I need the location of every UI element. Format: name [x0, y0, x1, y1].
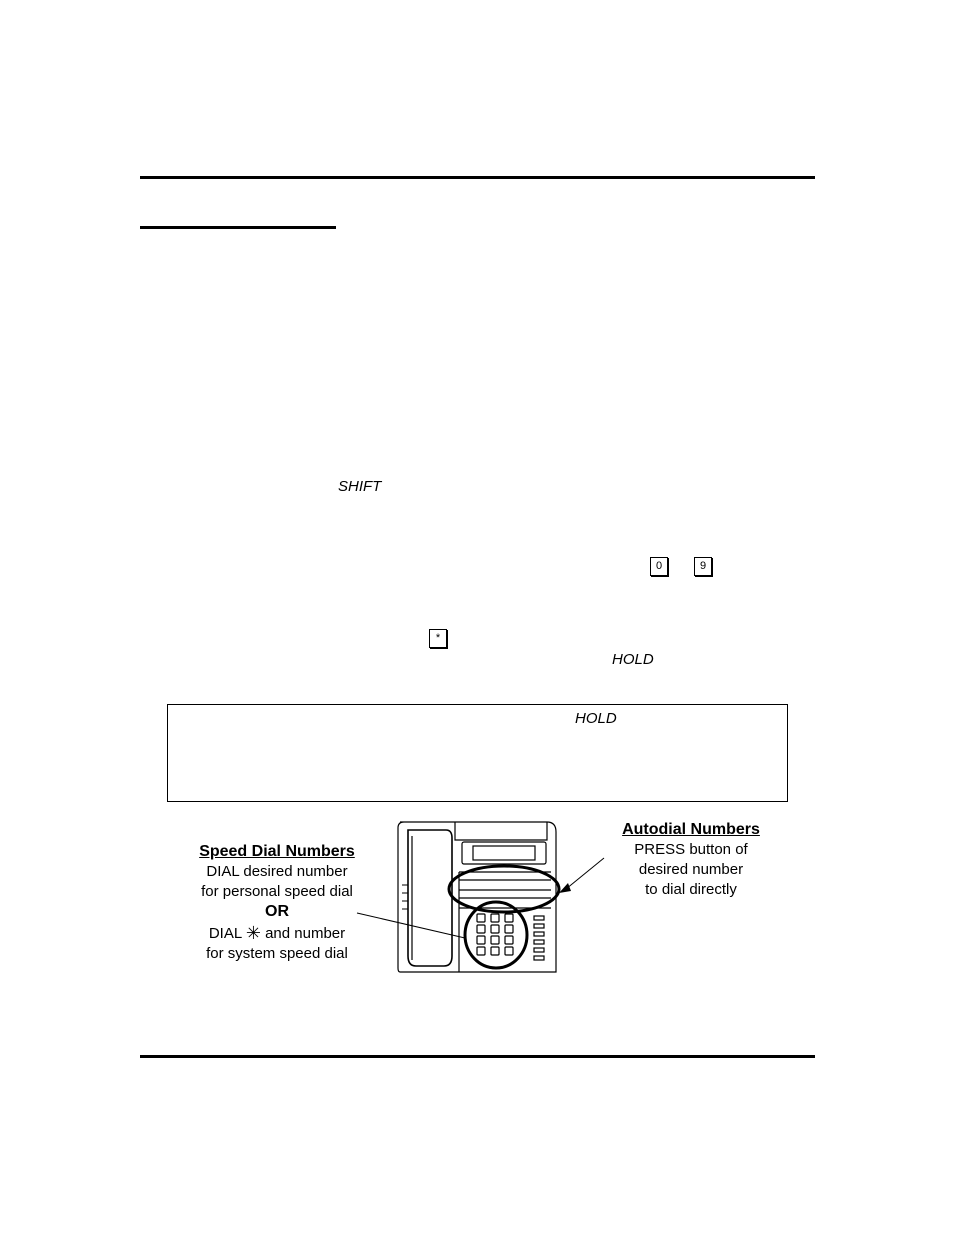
autodial-line-3: to dial directly — [645, 881, 737, 898]
key-zero: 0 — [650, 557, 668, 576]
hold-key-label: HOLD — [612, 651, 654, 668]
speed-dial-line-3-prefix: DIAL — [208, 925, 242, 942]
speed-dial-line-4: for system speed dial — [206, 945, 348, 962]
autodial-callout-line — [566, 858, 604, 889]
key-nine: 9 — [694, 557, 712, 576]
key-star: * — [429, 629, 447, 648]
speed-dial-callout-line — [357, 913, 465, 938]
autodial-callout-arrow — [559, 883, 571, 893]
speed-dial-or: OR — [265, 903, 289, 920]
bottom-rule — [140, 1055, 815, 1058]
note-hold-key-label: HOLD — [575, 710, 617, 727]
speed-dial-line-1: DIAL desired number — [206, 863, 348, 880]
speed-dial-line-3-suffix: and number — [265, 925, 346, 942]
autodial-highlight — [449, 866, 559, 912]
asterisk-icon: ✳ — [245, 923, 261, 943]
autodial-line-2: desired number — [638, 861, 744, 878]
telephone-icon — [398, 822, 556, 972]
autodial-line-1: PRESS button of — [634, 841, 748, 858]
speed-dial-title: Speed Dial Numbers — [199, 843, 355, 860]
speed-dial-line-2: for personal speed dial — [201, 883, 353, 900]
shift-key-label: SHIFT — [338, 478, 382, 495]
autodial-title: Autodial Numbers — [622, 821, 760, 838]
